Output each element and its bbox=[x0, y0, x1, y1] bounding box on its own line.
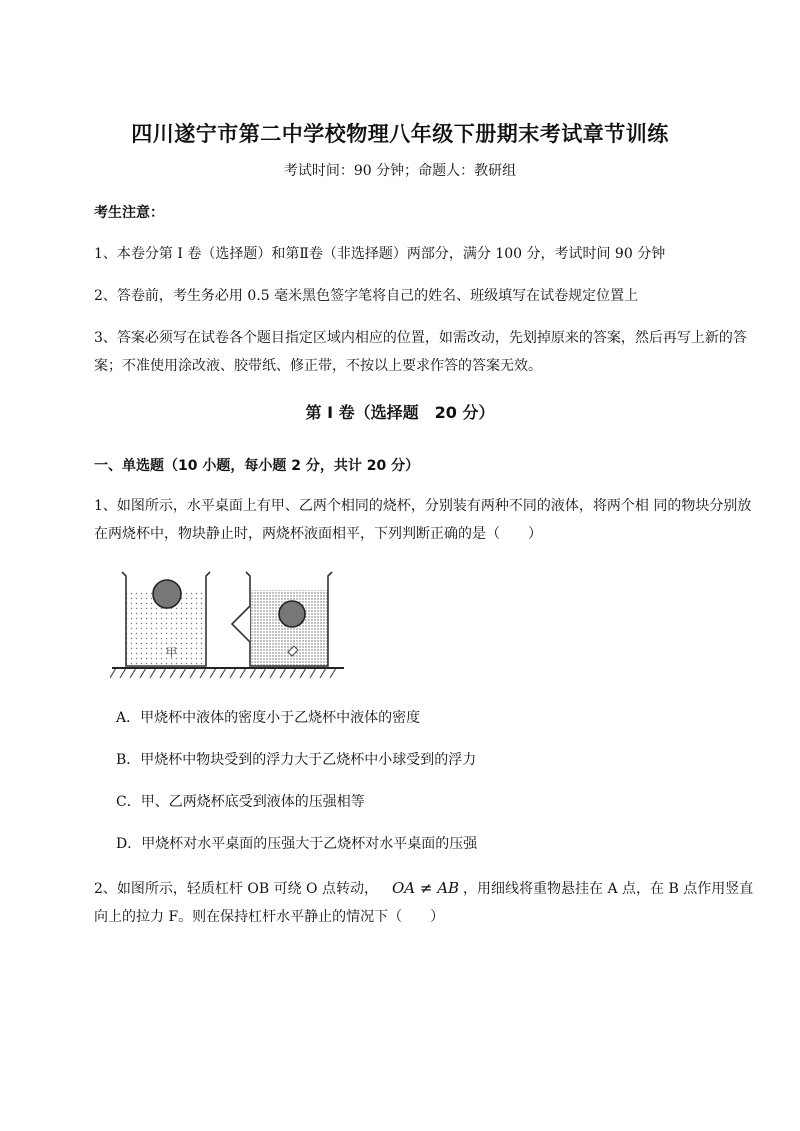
question-2-math: OA ≠ AB bbox=[391, 879, 460, 897]
question-2-stem bbox=[94, 874, 764, 931]
beakers-figure bbox=[110, 562, 346, 686]
block-jia bbox=[153, 580, 181, 608]
question-2-text-after: ，用细线将重物悬挂在 A 点，在 B 点作用竖直向上的拉力 F。则在保持杠杆水平静止的情况下（ ） bbox=[94, 881, 754, 925]
beaker-jia-label: 甲 bbox=[166, 646, 177, 659]
exam-title: 四川遂宁市第二中学校物理八年级下册期末考试章节训练 bbox=[131, 122, 669, 146]
beaker-jia bbox=[122, 572, 210, 666]
section-title: 第 I 卷（选择题 20 分） bbox=[305, 403, 495, 422]
exam-subtitle: 考试时间：90 分钟；命题人：教研组 bbox=[283, 163, 517, 179]
option-c[interactable]: C．甲、乙两烧杯底受到液体的压强相等 bbox=[116, 794, 365, 810]
beaker-yi bbox=[232, 572, 332, 666]
question-2-text-before: 2、如图所示，轻质杠杆 OB 可绕 O 点转动， bbox=[94, 881, 378, 897]
block-yi bbox=[279, 601, 305, 627]
note-item-1: 1、本卷分第 I 卷（选择题）和第Ⅱ卷（非选择题）两部分，满分 100 分，考试时间 90 分钟 bbox=[94, 246, 666, 262]
option-a[interactable]: A．甲烧杯中液体的密度小于乙烧杯中液体的密度 bbox=[116, 710, 421, 726]
part-heading: 一、单选题（10 小题，每小题 2 分，共计 20 分） bbox=[94, 458, 420, 474]
option-b[interactable]: B．甲烧杯中物块受到的浮力大于乙烧杯中小球受到的浮力 bbox=[116, 752, 477, 768]
note-item-2: 2、答卷前，考生务必用 0.5 毫米黑色签字笔将自己的姓名、班级填写在试卷规定位置上 bbox=[94, 288, 639, 304]
option-d[interactable]: D．甲烧杯对水平桌面的压强大于乙烧杯对水平桌面的压强 bbox=[116, 836, 478, 852]
note-item-3: 3、答案必须写在试卷各个题目指定区域内相应的位置，如需改动，先划掉原来的答案，然后再写上新的答案；不准使用涂改液、胶带纸、修正带，不按以上要求作答的答案无效。 bbox=[94, 330, 747, 374]
notes-heading: 考生注意： bbox=[94, 205, 164, 221]
question-1-stem: 1、如图所示，水平桌面上有甲、乙两个相同的烧杯，分别装有两种不同的液体，将两个相 同的物块分别放在两烧杯中，物块静止时，两烧杯液面相平，下列判断正确的是（ ） bbox=[94, 498, 752, 542]
